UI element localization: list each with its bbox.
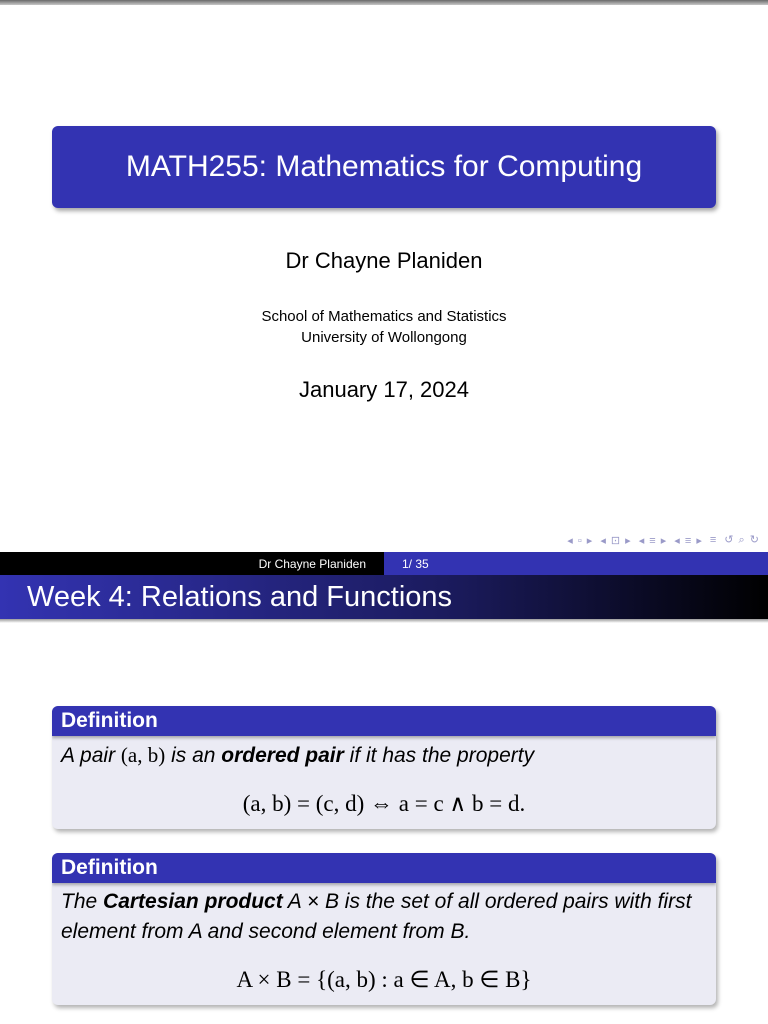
block-heading: Definition xyxy=(52,706,716,736)
frame-nav-icon[interactable]: ◂ ▫ ▸ xyxy=(567,534,594,547)
institution-university: University of Wollongong xyxy=(301,329,467,346)
subsection-nav-icon[interactable]: ◂ ⊡ ▸ xyxy=(600,534,632,547)
definition-text: A pair (a, b) is an ordered pair if it has the property xyxy=(61,743,535,767)
definition-text: The Cartesian product A × B is the set of all ordered pairs with first element from A and second element from B. xyxy=(61,890,692,943)
frame-title-shadow xyxy=(0,619,768,623)
section-nav-icon[interactable]: ◂ ≡ ▸ xyxy=(638,534,668,547)
block-heading: Definition xyxy=(52,853,716,883)
author-name: Dr Chayne Planiden xyxy=(285,248,483,273)
beamer-navigation xyxy=(567,533,760,547)
slide-footer xyxy=(0,552,768,575)
definition-block-cartesian-product xyxy=(52,853,716,1005)
search-icon[interactable]: ↺ ⌕ ↻ xyxy=(724,534,760,546)
presentation-date: January 17, 2024 xyxy=(298,377,470,402)
definition-equation: A × B = {(a, b) : a ∈ A, b ∈ B} xyxy=(236,967,532,992)
definition-equation: (a, b) = (c, d) ⇔ a = c ∧ b = d. xyxy=(242,791,526,816)
subsection2-nav-icon[interactable]: ◂ ≡ ▸ xyxy=(674,534,703,547)
frame-title: Week 4: Relations and Functions xyxy=(0,575,768,619)
presentation-title: MATH255: Mathematics for Computing xyxy=(52,126,716,208)
block-body xyxy=(52,883,716,1005)
block-body xyxy=(52,736,716,829)
footer-page-number: 1/ 35 xyxy=(384,552,768,575)
footer-author: Dr Chayne Planiden xyxy=(0,552,384,575)
align-icon[interactable]: ≡ xyxy=(709,534,718,546)
institution-school: School of Mathematics and Statistics xyxy=(261,308,507,325)
institution xyxy=(0,306,768,348)
definition-block-ordered-pair xyxy=(52,706,716,829)
top-rule xyxy=(0,0,768,5)
